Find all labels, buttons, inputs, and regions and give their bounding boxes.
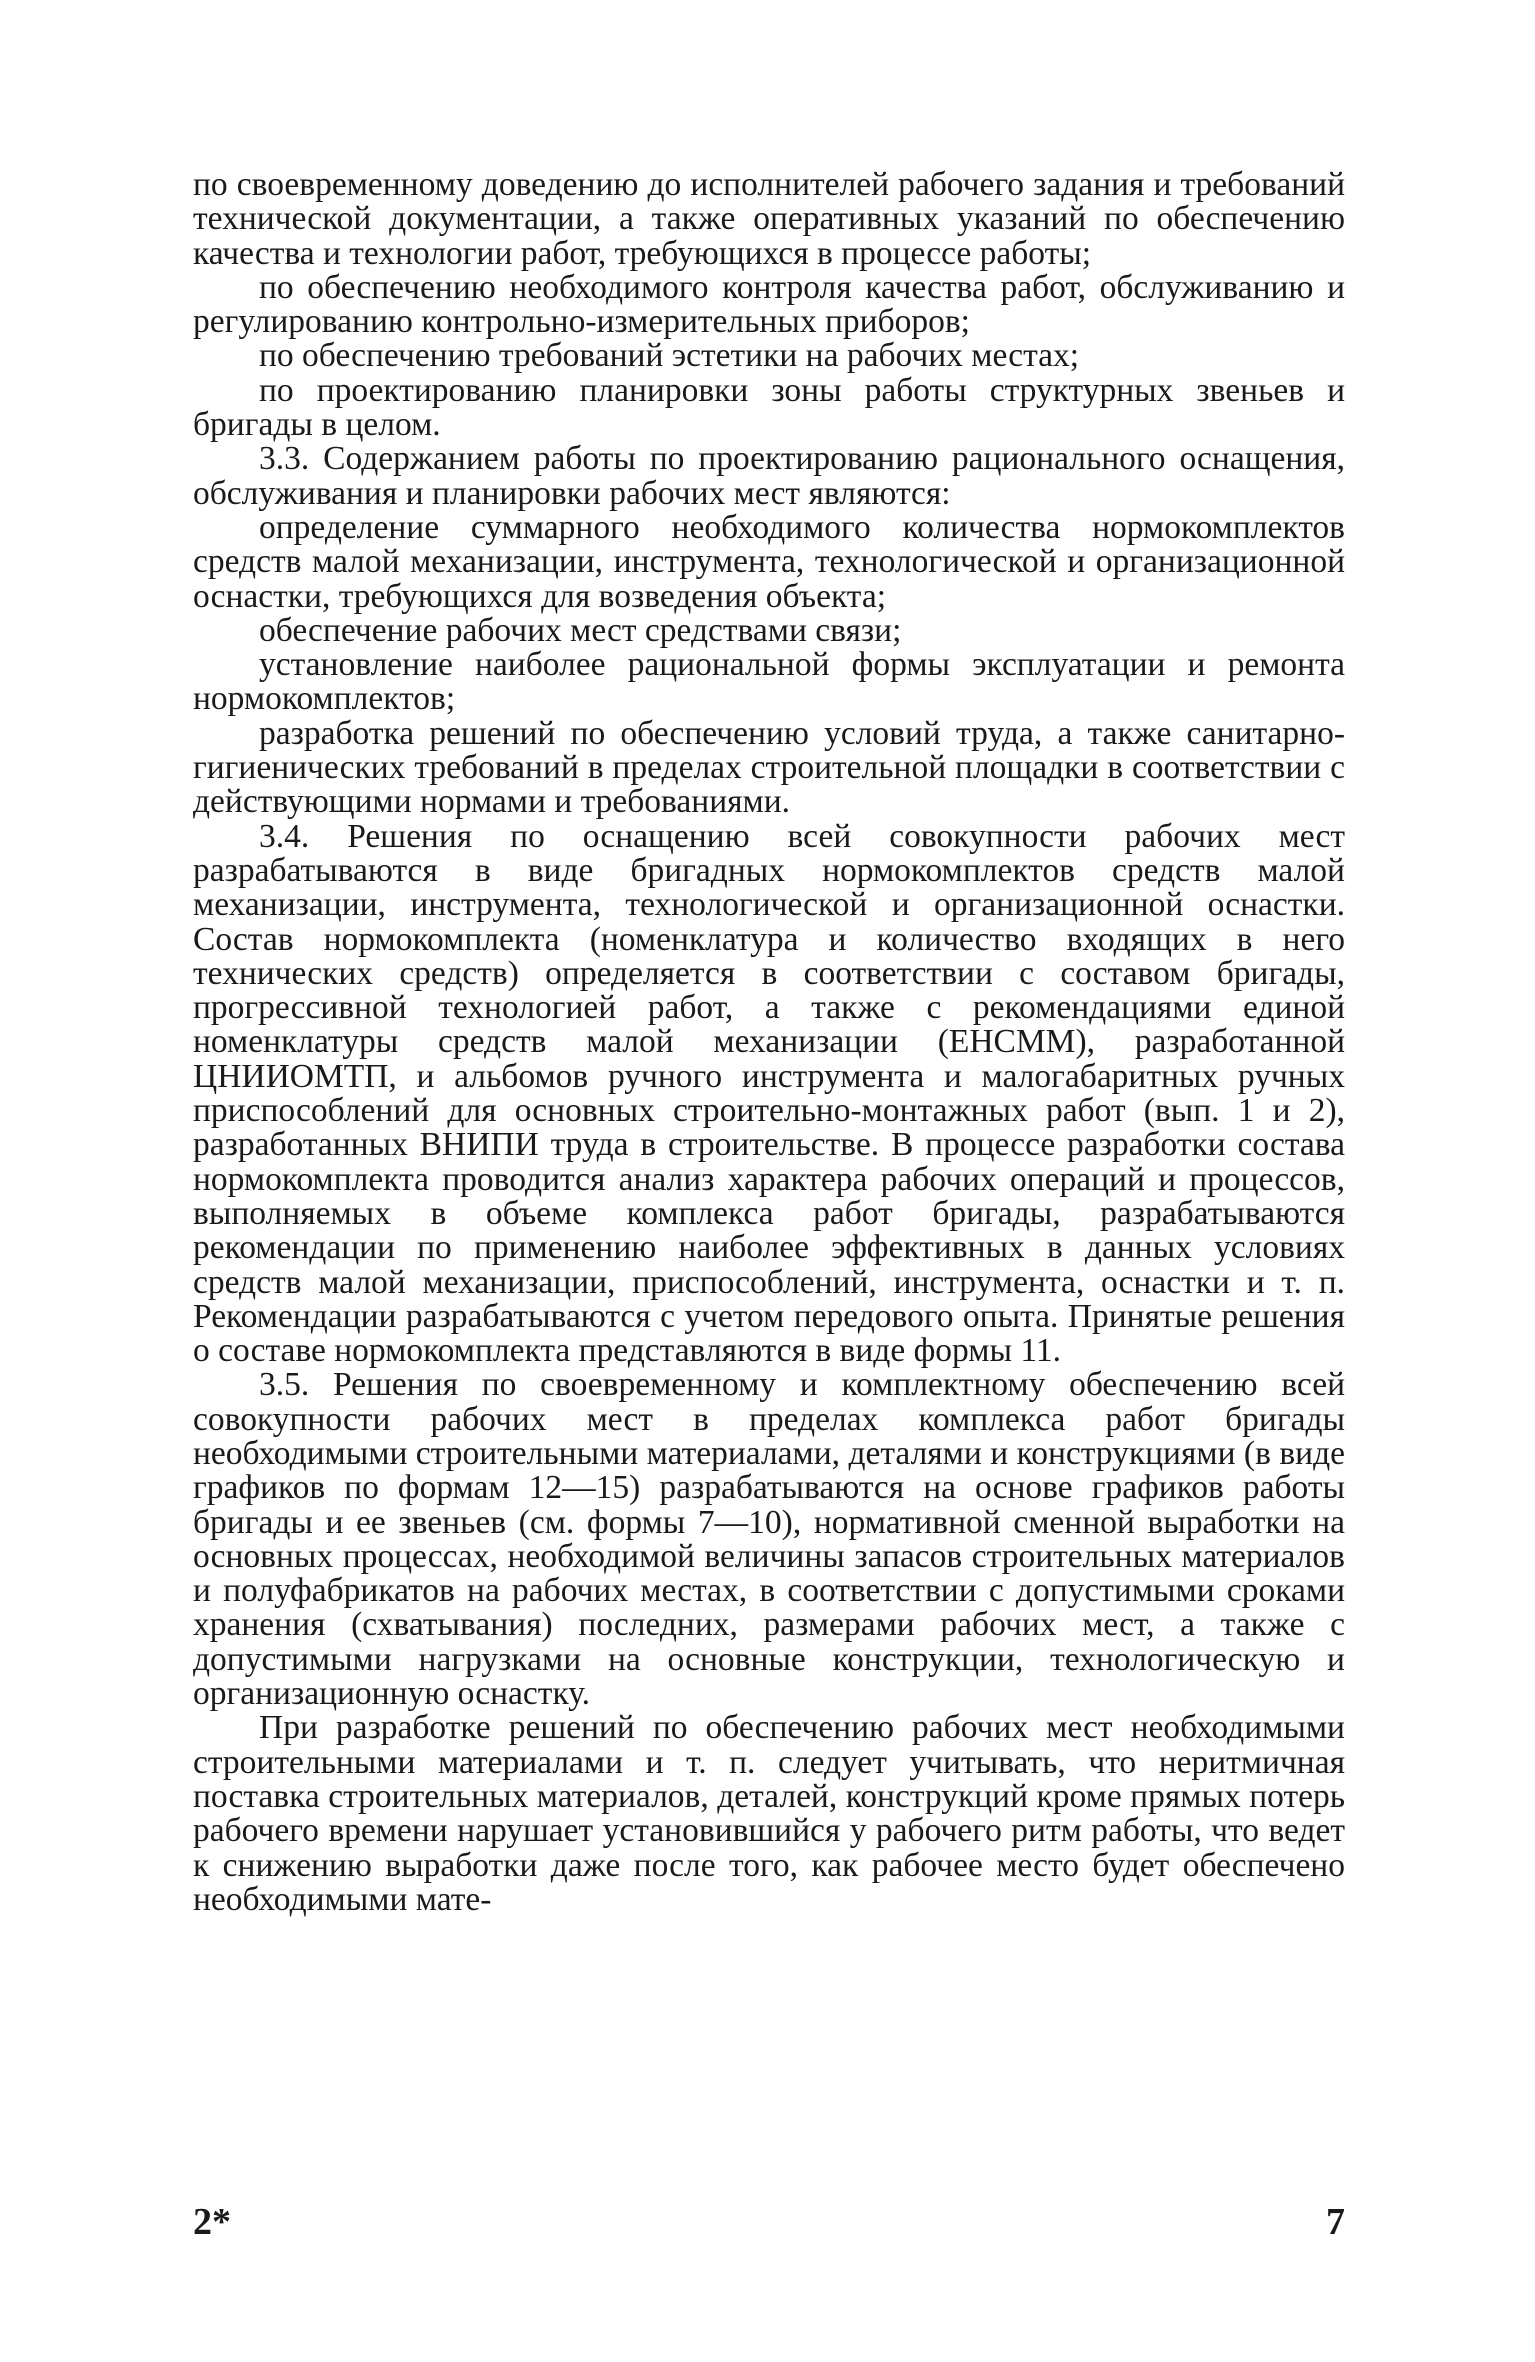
paragraph-quality-control: по обеспечению необходимого контроля качества работ, обслуживанию и регулированию контрольно-измерительных приборов; <box>193 268 1345 341</box>
paragraph-communications: обеспечение рабочих мест средствами связи; <box>259 611 902 649</box>
paragraph-working-conditions: разработка решений по обеспечению условий труда, а также санитарно-гигиенических требований в пределах строительной площадки в соответствии с действующими нормами и требованиями. <box>193 714 1345 821</box>
paragraph-continued: по своевременному доведению до исполнителей рабочего задания и требований технической документации, а также оперативных указаний по обеспечению качества и технологии работ, требующихся в процессе работы; <box>193 166 1345 272</box>
paragraph-aesthetics: по обеспечению требований эстетики на рабочих местах; <box>259 337 1080 375</box>
paragraph-operation-repair: установление наиболее рациональной формы эксплуатации и ремонта нормокомплектов; <box>193 646 1345 718</box>
page-footer <box>193 2200 1345 2250</box>
signature-mark: 2* <box>193 2201 231 2243</box>
page-number: 7 <box>1326 2201 1345 2243</box>
paragraph-zone-planning: по проектированию планировки зоны работы структурных звеньев и бригады в целом. <box>193 371 1345 444</box>
paragraph-normokit-quantity: определение суммарного необходимого количества нормокомплектов средств малой механизации, инструмента, технологической и организационной оснастки, требующихся для возведения объекта; <box>193 508 1345 615</box>
paragraph-section-3-5: 3.5. Решения по своевременному и комплектному обеспечению всей совокупности рабочих мест в пределах комплекса работ бригады необходимыми строительными материалами, деталями и конструкциями (в виде графиков по формам 12—15) разрабатываются на основе графиков работы бригады и ее звеньев (см. формы 7—10), нормативной сменной выработки на основных процессах, необходимой величины запасов строительных материалов и полуфабрикатов на рабочих местах, в соответствии с допустимыми сроками хранения (схватывания) последних, размерами рабочих мест, а также с допустимыми нагрузками на основные конструкции, технологическую и организационную оснастку. <box>193 1366 1345 1713</box>
page-body <box>193 168 1345 1917</box>
paragraph-supply-rhythm: При разработке решений по обеспечению рабочих мест необходимыми строительными материалами и т. п. следует учитывать, что неритмичная поставка строительных материалов, деталей, конструкций кроме прямых потерь рабочего времени нарушает установившийся у рабочего ритм работы, что ведет к снижению выработки даже после того, как рабочее место будет обеспечено необходимыми мате- <box>193 1709 1345 1918</box>
paragraph-section-3-4: 3.4. Решения по оснащению всей совокупности рабочих мест разрабатываются в виде бригадных нормокомплектов средств малой механизации, инструмента, технологической и организационной оснастки. Состав нормокомплекта (номенклатура и количество входящих в него технических средств) определяется в соответствии с составом бригады, прогрессивной технологией работ, а также с рекомендациями единой номенклатуры средств малой механизации (ЕНСММ), разработанной ЦНИИОМТП, и альбомов ручного инструмента и малогабаритных ручных приспособлений для основных строительно-монтажных работ (вып. 1 и 2), разработанных ВНИПИ труда в строительстве. В процессе разработки состава нормокомплекта проводится анализ характера рабочих операций и процессов, выполняемых в объеме комплекса работ бригады, разрабатываются рекомендации по применению наиболее эффективных в данных условиях средств малой механизации, приспособлений, инструмента, оснастки и т. п. Рекомендации разрабатываются с учетом передового опыта. Принятые решения о составе нормокомплекта представляются в виде формы 11. <box>193 817 1345 1370</box>
paragraph-section-3-3: 3.3. Содержанием работы по проектированию рационального оснащения, обслуживания и планировки рабочих мест являются: <box>193 440 1345 512</box>
